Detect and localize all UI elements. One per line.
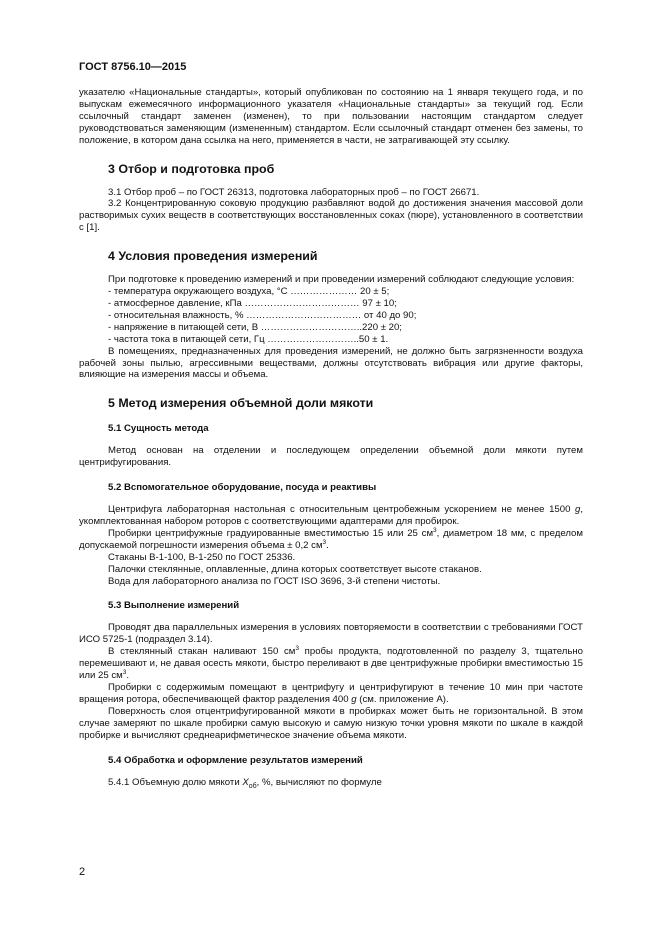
section-5-3-title: 5.3 Выполнение измерений: [108, 600, 240, 612]
section-5-1-paragraph: Метод основан на отделении и последующем определении объемной доли мякоти путем центрифугирования.: [79, 445, 583, 469]
page-number: 2: [79, 866, 86, 878]
tubes-paragraph: Пробирки центрифужные градуированные вместимостью 15 или 25 $см^3$, диаметром 18 мм, с пределом допускаемой погрешности измерения объема ± 0,2 $см^3$.: [79, 526, 583, 551]
condition-pressure: - атмосферное давление, кПа ……………………………… 97 ± 10;: [108, 297, 397, 309]
condition-voltage: - напряжение в питающей сети, В …………………………..220 ± 20;: [108, 321, 402, 333]
section-3-title: 3 Отбор и подготовка проб: [108, 161, 275, 176]
centrifugation-paragraph: Пробирки с содержимым помещают в центрифугу и центрифугируют в течение 10 мин при частоте вращения ротора, обеспечивающей фактор разделения 400 g (см. приложение А).: [79, 682, 583, 705]
document-body: [79, 87, 583, 792]
section-4-intro-paragraph: При подготовке к проведению измерений и при проведении измерений соблюдают следующие условия:: [108, 274, 575, 286]
section-3-1-paragraph: 3.1 Отбор проб – по ГОСТ 26313, подготовка лабораторных проб – по ГОСТ 26671.: [108, 186, 480, 198]
water-paragraph: Вода для лабораторного анализа по ГОСТ ISO 3696, 3-й степени чистоты.: [108, 575, 441, 587]
condition-temperature: - температура окружающего воздуха, °С ………………… 20 ± 5;: [108, 286, 390, 298]
pulp-surface-paragraph: Поверхность слоя отцентрифугированной мякоти в пробирках может быть не горизонтальной. В этом случае замеряют по шкале пробирки самую высокую и самую низкую точки уровня мякоти по шкале в каждой пробирке и вычисляют среднеарифметическое значение объема мякоти.: [79, 705, 583, 741]
centrifuge-paragraph: Центрифуга лабораторная настольная с относительным центробежным ускорением не менее 1500 g, укомплектованная набором роторов с соответствующими адаптерами для пробирок.: [79, 504, 583, 528]
section-5-1-title: 5.1 Сущность метода: [108, 423, 209, 435]
section-5-4-title: 5.4 Обработка и оформление результатов измерений: [108, 754, 363, 766]
section-5-title: 5 Метод измерения объемной доли мякоти: [108, 396, 374, 411]
formula-intro-paragraph: 5.4.1 Объемную долю мякоти $X_{об}$, %, вычисляют по формуле: [108, 776, 382, 790]
beakers-paragraph: Стаканы В-1-100, В-1-250 по ГОСТ 25336.: [108, 551, 296, 563]
parallel-measurements-paragraph: Проводят два параллельных измерения в условиях повторяемости в соответствии с требованиями ГОСТ ИСО 5725-1 (подраздел 3.14).: [79, 622, 583, 646]
condition-frequency: - частота тока в питающей сети, Гц ………………………..50 ± 1.: [108, 333, 389, 345]
section-4-rooms-paragraph: В помещениях, предназначенных для проведения измерений, не должно быть загрязненности воздуха рабочей зоны пылью, агрессивными веществами, должны отсутствовать вибрация или другие факторы, влияющие на измерения массы и объема.: [79, 345, 583, 381]
rods-paragraph: Палочки стеклянные, оплавленные, длина которых соответствует высоте стаканов.: [108, 563, 482, 575]
section-3-2-paragraph: 3.2 Концентрированную соковую продукцию разбавляют водой до достижения значения массовой доли растворимых сухих веществ в соответствующих восстановленных соках (пюре), установленного в соответствии с [1].: [79, 198, 583, 234]
conditions-list: [79, 286, 583, 346]
section-4-title: 4 Условия проведения измерений: [108, 249, 318, 264]
document-header: ГОСТ 8756.10—2015: [79, 61, 187, 73]
section-5-2-title: 5.2 Вспомогательное оборудование, посуда и реактивы: [108, 482, 377, 494]
beaker-pour-paragraph: В стеклянный стакан наливают 150 $см^3$ пробы продукта, подготовленной по разделу 3, тщательно перемешивают и, не давая осесть мякоти, быстро переливают в две центрифужные пробирки вместимостью 15 или 25 $см^3$.: [79, 645, 583, 682]
intro-paragraph: указателю «Национальные стандарты», который опубликован по состоянию на 1 января текущего года, и по выпускам ежемесячного информационного указателя «Национальные стандарты» за текущий год. Если ссылочный стандарт заменен (изменен), то при пользовании настоящим стандартом следует руководствоваться заменяющим (измененным) стандартом. Если ссылочный стандарт отменен без замены, то положение, в котором дана ссылка на него, применяется в части, не затрагивающей эту ссылку.: [79, 87, 583, 146]
condition-humidity: - относительная влажность, % ……………………………… от 40 до 90;: [108, 309, 417, 321]
